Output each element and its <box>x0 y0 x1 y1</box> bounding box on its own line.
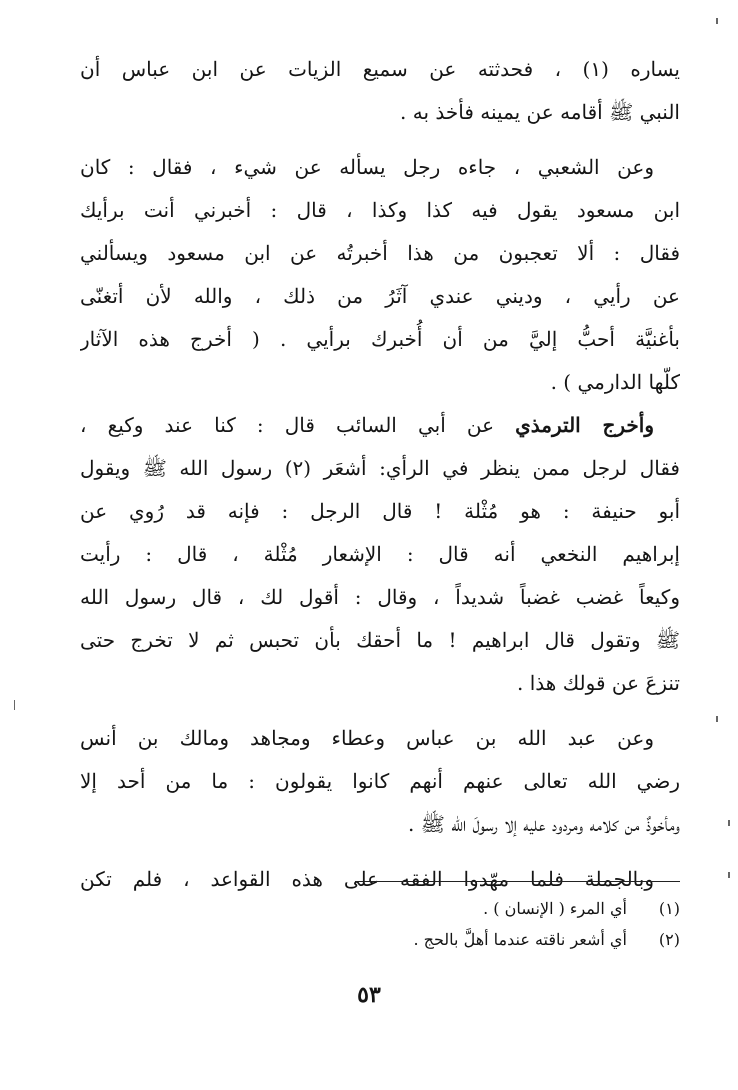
text-line: وعن عبد الله بن عباس وعطاء ومجاهد ومالك بن أنس <box>80 726 654 750</box>
footnote-number: (١) <box>658 899 680 918</box>
text-line: ابن مسعود يقول فيه كذا وكذا ، قال : أخبرني أنت برأيك <box>80 198 680 222</box>
text-line: أبو حنيفة : هو مُثْلة ! قال الرجل : فإنه قد رُوي عن <box>80 499 680 523</box>
footnote-text: أي أشعر ناقته عندما أهلَّ بالحج . <box>413 930 627 949</box>
footnote-number: (٢) <box>658 930 680 949</box>
footnote-item <box>300 924 680 955</box>
main-text <box>80 48 680 901</box>
page-number: ٥٣ <box>357 982 381 1008</box>
footnote-divider <box>355 881 680 882</box>
text-line: ﷺ وتقول قال ابراهيم ! ما أحقك بأن تحبس ثم لا تخرج حتى <box>80 628 680 652</box>
text-line: وبالجملة فلما مهّدوا الفقه على هذه القواعد ، فلم تكن <box>80 867 654 891</box>
text-line: بأغنيَّة أحبُّ إليَّ من أن أُخبرك برأيي . ( أخرج هذه الآثار <box>80 327 680 351</box>
scan-mark <box>728 872 730 878</box>
footnote-text: أي المرء ( الإنسان ) . <box>483 899 627 918</box>
text-line: ومأخوذٌ من كلامه ومردود عليه إلا رسولَ الله ﷺ . <box>408 812 680 836</box>
text-line: وكيعاً غضب غضباً شديداً ، وقال : أقول لك ، قال رسول الله <box>80 585 680 609</box>
text-line: فقال : ألا تعجبون من هذا أخبرتُه عن ابن مسعود ويسألني <box>80 241 680 265</box>
text-line: فقال لرجل ممن ينظر في الرأي: أشعَر (٢) رسول الله ﷺ ويقول <box>80 456 680 480</box>
text-line: رضي الله تعالى عنهم أنهم كانوا يقولون : ما من أحد إلا <box>80 769 680 793</box>
footnotes <box>300 893 680 955</box>
scan-mark <box>716 716 718 722</box>
footnote-item <box>300 893 680 924</box>
emphasized-phrase: وأخرج الترمذي <box>515 413 654 437</box>
scan-mark <box>728 820 730 826</box>
text-line: عن رأيي ، وديني عندي آثَرُ من ذلك ، والله لأن أتغنّى <box>80 284 680 308</box>
text-line: النبي ﷺ أقامه عن يمينه فأخذ به . <box>400 100 680 124</box>
text-line: تنزعَ عن قولك هذا . <box>517 671 680 695</box>
text-line: يساره (١) ، فحدثته عن سميع الزيات عن ابن عباس أن <box>80 57 680 81</box>
text-line: وأخرج الترمذي عن أبي السائب قال : كنا عند وكيع ، <box>80 413 654 437</box>
text-line: وعن الشعبي ، جاءه رجل يسأله عن شيء ، فقال : كان <box>80 155 654 179</box>
scan-mark <box>14 700 15 710</box>
text-line: إبراهيم النخعي أنه قال : الإشعار مُثْلة ، قال : رأيت <box>80 542 680 566</box>
scan-mark <box>716 18 718 24</box>
text-line: كلّها الدارمي ) . <box>550 370 680 394</box>
